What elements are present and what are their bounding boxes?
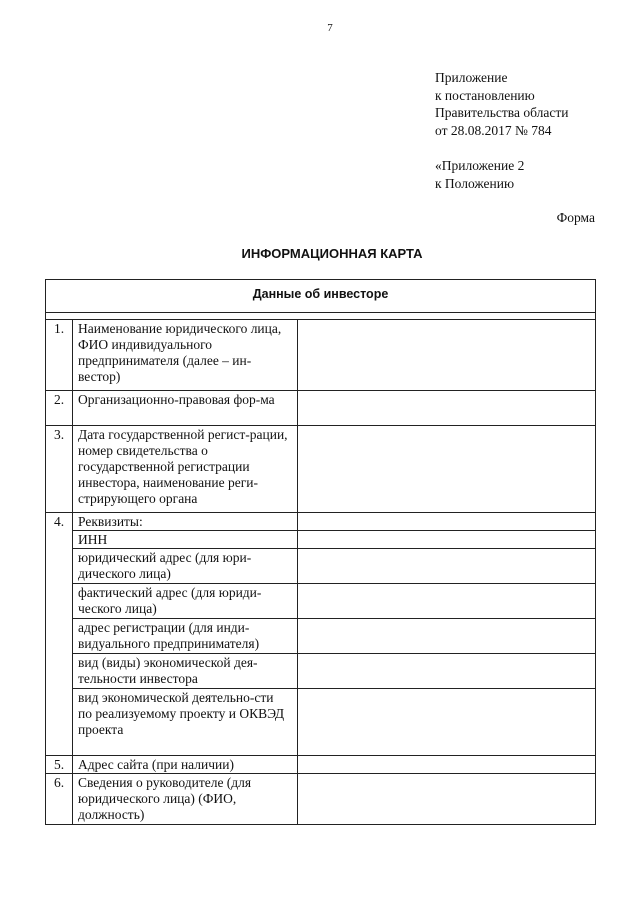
requisite-value-cell[interactable] bbox=[298, 619, 596, 654]
row-label: Реквизиты: bbox=[73, 513, 298, 531]
appendix-line: Приложение bbox=[435, 70, 508, 85]
table-row bbox=[46, 391, 596, 426]
row-number: 6. bbox=[46, 774, 73, 825]
requisite-label: ИНН bbox=[73, 531, 298, 549]
row-value-cell[interactable] bbox=[298, 391, 596, 426]
requisite-value-cell[interactable] bbox=[298, 549, 596, 584]
row-value-cell[interactable] bbox=[298, 320, 596, 391]
appendix-line: от 28.08.2017 № 784 bbox=[435, 122, 552, 138]
requisite-row bbox=[46, 689, 596, 756]
requisite-value-cell[interactable] bbox=[298, 689, 596, 756]
requisite-row bbox=[46, 619, 596, 654]
row-value-cell[interactable] bbox=[298, 513, 596, 531]
requisite-row bbox=[46, 549, 596, 584]
appendix2-line: «Приложение 2 bbox=[435, 158, 525, 173]
requisite-label: адрес регистрации (для инди-видуального предпринимателя) bbox=[73, 619, 298, 654]
requisite-label: вид экономической деятельно-сти по реализуемому проекту и ОКВЭД проекта bbox=[73, 689, 298, 756]
appendix2-line: к Положению bbox=[435, 175, 515, 191]
page-number: 7 bbox=[327, 22, 333, 34]
requisite-label: фактический адрес (для юриди-ческого лица) bbox=[73, 584, 298, 619]
row-label: Сведения о руководителе (для юридического лица) (ФИО, должность) bbox=[73, 774, 298, 825]
table-row bbox=[46, 756, 596, 774]
requisite-row bbox=[46, 654, 596, 689]
row-value-cell[interactable] bbox=[298, 756, 596, 774]
table-spacer bbox=[46, 313, 596, 320]
table-row bbox=[46, 513, 596, 531]
requisite-label: юридический адрес (для юри-дического лица) bbox=[73, 549, 298, 584]
appendix-block bbox=[435, 69, 568, 139]
row-value-cell[interactable] bbox=[298, 774, 596, 825]
requisite-value-cell[interactable] bbox=[298, 531, 596, 549]
row-label: Дата государственной регист-рации, номер свидетельства о государственной регистрации инвестора, наименование реги-стрирующего органа bbox=[73, 426, 298, 513]
row-value-cell[interactable] bbox=[298, 426, 596, 513]
table-row bbox=[46, 426, 596, 513]
document-title: ИНФОРМАЦИОННАЯ КАРТА bbox=[241, 246, 423, 261]
row-number: 3. bbox=[46, 426, 73, 513]
table-header: Данные об инвесторе bbox=[46, 280, 596, 313]
appendix2-block bbox=[435, 157, 524, 192]
row-label: Наименование юридического лица, ФИО индивидуального предпринимателя (далее – ин-вестор) bbox=[73, 320, 298, 391]
table-row bbox=[46, 774, 596, 825]
row-number: 1. bbox=[46, 320, 73, 391]
table-row bbox=[46, 320, 596, 391]
requisite-value-cell[interactable] bbox=[298, 584, 596, 619]
requisite-value-cell[interactable] bbox=[298, 654, 596, 689]
row-number: 4. bbox=[46, 513, 73, 756]
row-label: Адрес сайта (при наличии) bbox=[73, 756, 298, 774]
row-number: 2. bbox=[46, 391, 73, 426]
requisite-row bbox=[46, 531, 596, 549]
appendix-line: к постановлению bbox=[435, 87, 535, 103]
appendix-line: Правительства области bbox=[435, 105, 569, 120]
investor-info-table bbox=[45, 279, 596, 825]
row-number: 5. bbox=[46, 756, 73, 774]
row-label: Организационно-правовая фор-ма bbox=[73, 391, 298, 426]
requisite-row bbox=[46, 584, 596, 619]
requisite-label: вид (виды) экономической дея-тельности инвестора bbox=[73, 654, 298, 689]
forma-label: Форма bbox=[556, 210, 595, 225]
